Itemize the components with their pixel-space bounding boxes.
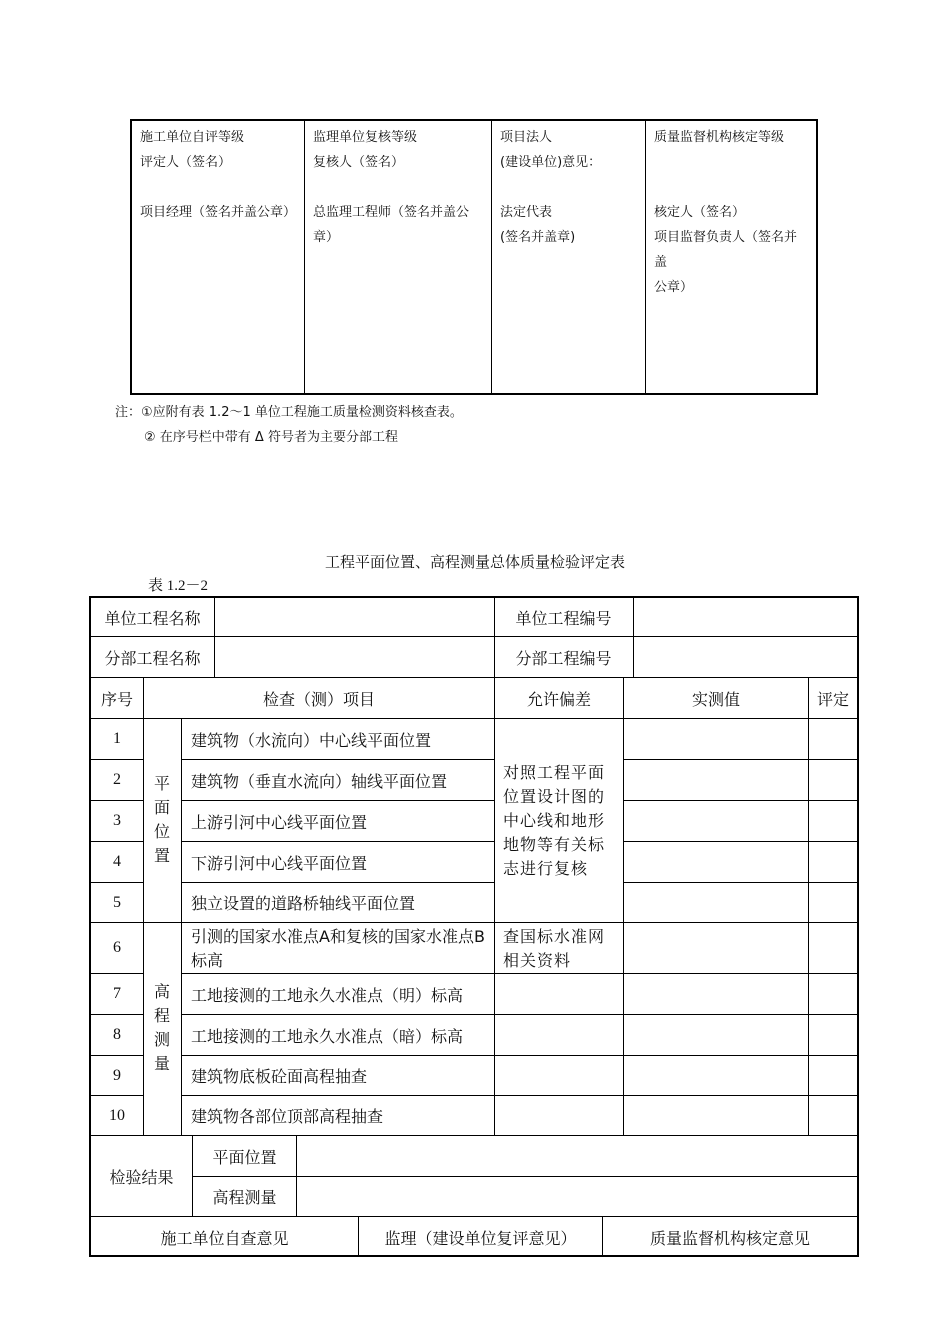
row-item: 独立设置的道路桥轴线平面位置 (191, 894, 416, 913)
sig-text: 监理单位复核等级 (313, 130, 418, 145)
row-item: 建筑物（水流向）中心线平面位置 (191, 730, 432, 750)
sig-col-supervisor (304, 121, 491, 393)
row-no: 3 (113, 812, 121, 829)
row-item: 工地接测的工地永久水准点（明）标高 (191, 985, 464, 1005)
header-rating: 评定 (816, 689, 849, 709)
group-elevation-text: 高程测量 (153, 982, 170, 1073)
sub-project-no-label: 分部工程编号 (515, 648, 612, 668)
sub-project-no-field[interactable] (634, 637, 857, 677)
header-tolerance: 允许偏差 (526, 689, 591, 709)
form-title: 工程平面位置、高程测量总体质量检验评定表 (324, 553, 625, 571)
result-plane-label: 平面位置 (212, 1147, 277, 1167)
row-item: 建筑物各部位顶部高程抽查 (191, 1107, 384, 1126)
result-plane-field[interactable] (297, 1136, 857, 1176)
group-plane-text: 平面位置 (153, 774, 170, 865)
row-no: 8 (113, 1026, 121, 1043)
sig-text: 总监理工程师（签名并盖公 (313, 205, 470, 220)
row-item: 下游引河中心线平面位置 (191, 853, 368, 873)
row-item: 建筑物（垂直水流向）轴线平面位置 (191, 771, 448, 791)
sig-text: 质量监督机构核定等级 (654, 130, 785, 145)
footer-contractor: 施工单位自查意见 (160, 1228, 289, 1248)
sig-text: 项目监督负责人（签名并盖 (654, 230, 798, 270)
sig-text: 公章） (654, 280, 694, 295)
row-no: 10 (109, 1106, 125, 1124)
unit-project-no-label: 单位工程编号 (515, 608, 612, 628)
note-2: ② 在序号栏中带有 Δ 符号者为主要分部工程 (144, 430, 398, 445)
sig-text: 评定人（签名） (140, 155, 232, 170)
unit-project-no-field[interactable] (634, 598, 857, 636)
header-measured: 实测值 (691, 689, 740, 709)
row-no: 9 (113, 1066, 121, 1084)
sig-text: (建设单位)意见： (500, 155, 602, 170)
table-number: 表 1.2－2 (148, 578, 209, 594)
footer-quality: 质量监督机构核定意见 (649, 1228, 810, 1248)
row-item: 建筑物底板砼面高程抽查 (191, 1067, 368, 1086)
sig-text: (签名并盖章) (500, 230, 576, 245)
tolerance-plane: 对照工程平面位置设计图的中心线和地形地物等有关标志进行复核 (503, 763, 606, 878)
row-item: 工地接测的工地永久水准点（暗）标高 (191, 1026, 464, 1046)
sig-text: 项目经理（签名并盖公章） (140, 205, 297, 220)
row-no: 2 (113, 771, 121, 788)
evaluation-table (89, 596, 859, 1257)
result-label: 检验结果 (109, 1167, 174, 1187)
unit-project-name-field[interactable] (215, 598, 494, 636)
sig-text: 项目法人 (500, 130, 553, 145)
footer-supervisor: 监理（建设单位复评意见） (384, 1228, 577, 1248)
row-no: 5 (113, 893, 121, 911)
row-no: 4 (113, 853, 121, 870)
group-elevation-label (152, 980, 172, 1076)
row-item: 引测的国家水准点A和复核的国家水准点B标高 (191, 927, 485, 970)
row-item: 上游引河中心线平面位置 (191, 812, 368, 832)
unit-project-name-label: 单位工程名称 (104, 608, 201, 628)
result-elevation-label: 高程测量 (212, 1188, 277, 1207)
tolerance-row6: 查国标水准网相关资料 (503, 927, 606, 970)
sig-text: 章） (313, 230, 340, 245)
header-item: 检查（测）项目 (262, 689, 375, 709)
sig-col-contractor (132, 121, 304, 393)
sig-text: 复核人（签名） (313, 155, 405, 170)
sig-text: 施工单位自评等级 (140, 130, 245, 145)
row-no: 7 (113, 985, 121, 1002)
row-no: 6 (113, 939, 121, 956)
sig-col-owner (491, 121, 645, 393)
row-no: 1 (113, 730, 121, 747)
header-seq: 序号 (100, 689, 133, 709)
sig-text: 核定人（签名） (654, 205, 746, 220)
signature-table (130, 119, 818, 395)
group-plane-label (152, 772, 172, 868)
sub-project-name-label: 分部工程名称 (104, 648, 201, 668)
sub-project-name-field[interactable] (215, 637, 494, 677)
sig-col-quality (645, 121, 816, 393)
result-elevation-field[interactable] (297, 1177, 857, 1216)
note-1: 注：①应附有表 1.2～1 单位工程施工质量检测资料核查表。 (115, 405, 463, 420)
sig-text: 法定代表 (500, 205, 553, 220)
